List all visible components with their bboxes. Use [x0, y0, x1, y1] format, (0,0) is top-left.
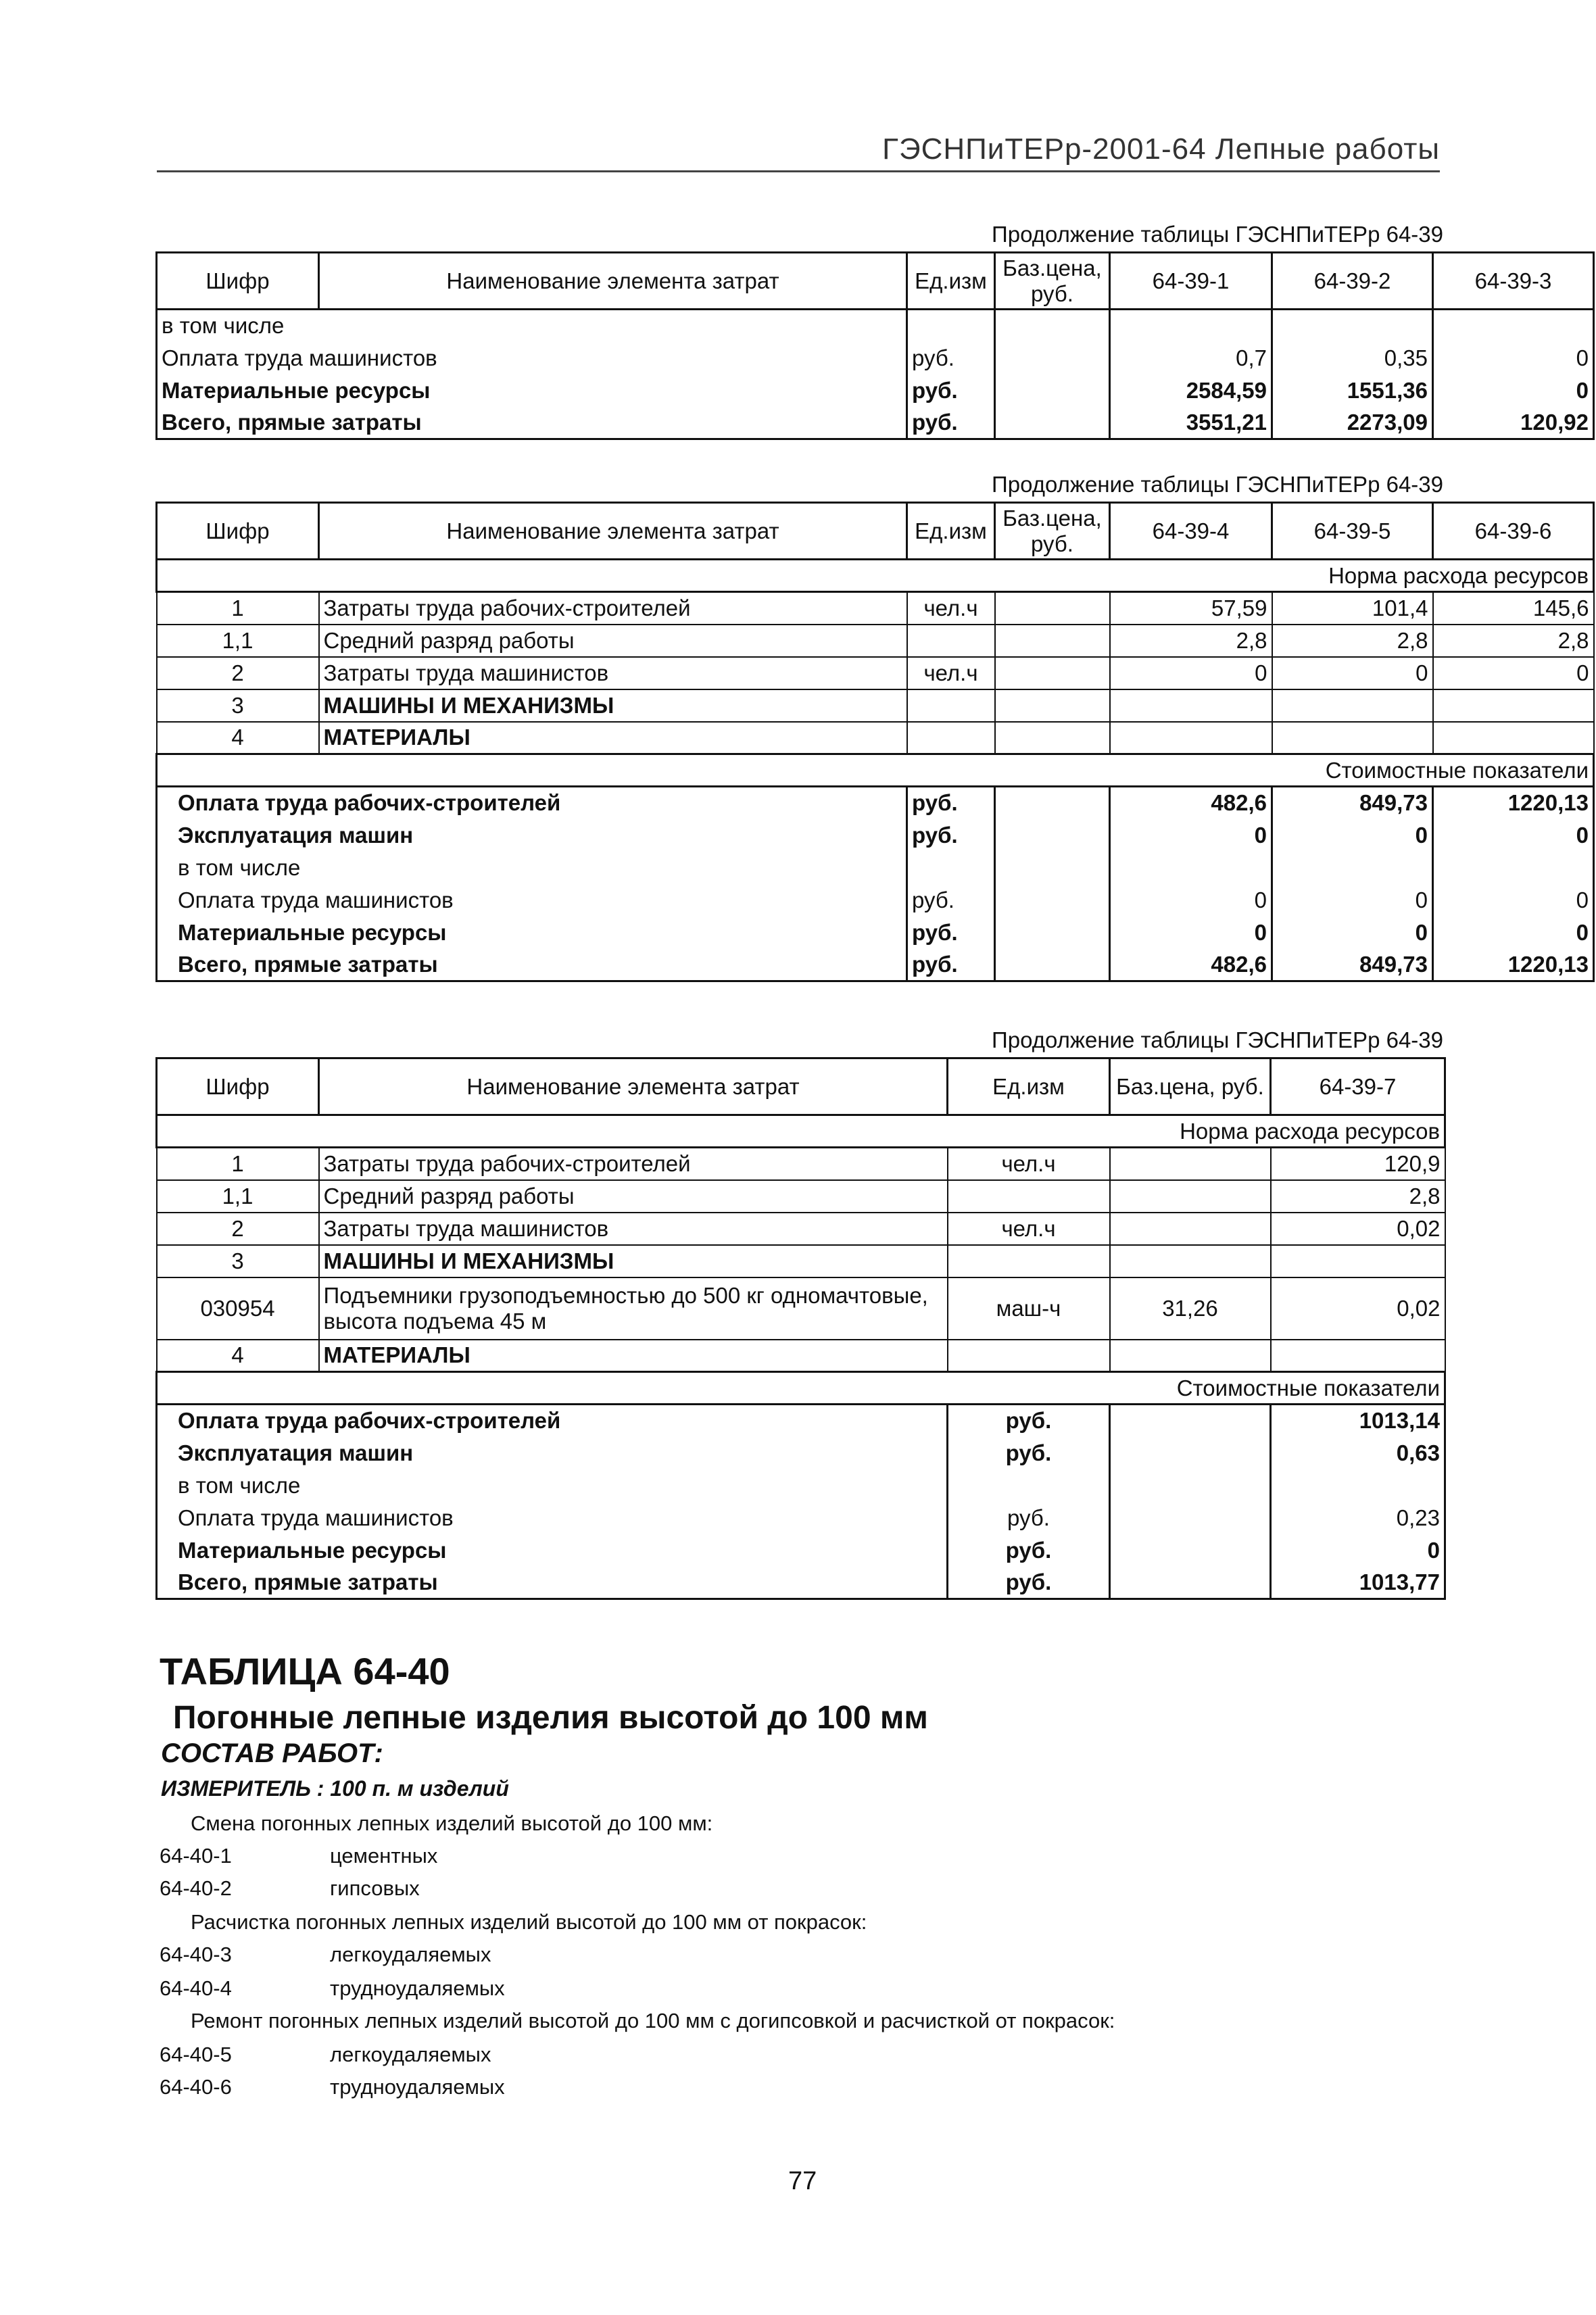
price-cell: [1110, 1213, 1271, 1245]
resource-code: 3: [157, 1245, 319, 1277]
value-cell: 0: [1272, 657, 1433, 689]
unit-cell: руб.: [948, 1405, 1110, 1437]
unit-cell: [948, 1180, 1110, 1213]
table-row: [157, 1180, 1445, 1213]
cost-name: Оплата труда рабочих-строителей: [157, 787, 907, 819]
unit-cell: [948, 1245, 1110, 1277]
work-item: цементных: [330, 1844, 438, 1868]
value-cell: [1433, 852, 1594, 884]
price-cell: [995, 407, 1110, 439]
norm-label: Норма расхода ресурсов: [157, 560, 1594, 592]
cost-table-2: [155, 502, 1595, 982]
cost-name: Эксплуатация машин: [157, 819, 907, 852]
cost-name: Оплата труда рабочих-строителей: [157, 1405, 948, 1437]
cost-name: Всего, прямые затраты: [157, 407, 907, 439]
work-code: 64-40-1: [160, 1844, 232, 1868]
table-row: [157, 949, 1594, 981]
unit-cell: маш-ч: [948, 1277, 1110, 1340]
header-shifr: Шифр: [157, 1058, 319, 1115]
col-header: 64-39-6: [1433, 503, 1594, 560]
value-cell: [1272, 852, 1433, 884]
table-row: [157, 1405, 1445, 1437]
table-row: [157, 1534, 1445, 1567]
resource-code: 4: [157, 1340, 319, 1372]
header-shifr: Шифр: [157, 503, 319, 560]
unit-cell: [948, 1469, 1110, 1502]
resource-name: Средний разряд работы: [319, 1180, 948, 1213]
price-cell: 31,26: [1110, 1277, 1271, 1340]
value-cell: 0,35: [1272, 342, 1433, 374]
price-cell: [995, 342, 1110, 374]
table-row: [157, 722, 1594, 754]
cost-name: Оплата труда машинистов: [157, 342, 907, 374]
resource-name: МАТЕРИАЛЫ: [319, 1340, 948, 1372]
running-head: ГЭСНПиТЕРр-2001-64 Лепные работы: [882, 132, 1440, 166]
unit-cell: чел.ч: [907, 592, 995, 625]
work-item: трудноудаляемых: [330, 1976, 505, 2000]
unit-cell: руб.: [948, 1534, 1110, 1567]
section-row: [157, 1115, 1445, 1148]
value-cell: [1272, 722, 1433, 754]
value-cell: 2,8: [1271, 1180, 1445, 1213]
table-row: [157, 1469, 1445, 1502]
value-cell: 1220,13: [1433, 787, 1594, 819]
resource-code: 3: [157, 689, 319, 722]
value-cell: 2,8: [1110, 625, 1272, 657]
unit-cell: руб.: [907, 407, 995, 439]
cost-name: в том числе: [157, 852, 907, 884]
col-header: 64-39-4: [1110, 503, 1272, 560]
value-cell: [1110, 310, 1272, 342]
value-cell: 482,6: [1110, 949, 1272, 981]
price-cell: [1110, 1340, 1271, 1372]
resource-code: 1,1: [157, 1180, 319, 1213]
table3-caption: Продолжение таблицы ГЭСНПиТЕРр 64-39: [992, 1027, 1443, 1052]
value-cell: 0: [1433, 819, 1594, 852]
header-unit: Ед.изм: [907, 503, 995, 560]
unit-cell: руб.: [948, 1437, 1110, 1469]
price-cell: [995, 310, 1110, 342]
table-row: [157, 1148, 1445, 1180]
value-cell: [1433, 722, 1594, 754]
value-cell: 0: [1433, 342, 1594, 374]
value-cell: 0: [1110, 884, 1272, 917]
unit-cell: [907, 852, 995, 884]
value-cell: 120,9: [1271, 1148, 1445, 1180]
value-cell: 0,02: [1271, 1277, 1445, 1340]
table-row: [157, 1277, 1445, 1340]
work-code: 64-40-6: [160, 2075, 232, 2099]
table-row: [157, 1502, 1445, 1534]
value-cell: 0,02: [1271, 1213, 1445, 1245]
value-cell: 482,6: [1110, 787, 1272, 819]
resource-code: 2: [157, 1213, 319, 1245]
value-cell: [1110, 722, 1272, 754]
cost-name: в том числе: [157, 1469, 948, 1502]
work-code: 64-40-3: [160, 1943, 232, 1966]
value-cell: 849,73: [1272, 949, 1433, 981]
value-cell: 0: [1272, 819, 1433, 852]
cost-label: Стоимостные показатели: [157, 1372, 1445, 1405]
header-unit: Ед.изм: [907, 253, 995, 310]
value-cell: [1272, 310, 1433, 342]
work-code: 64-40-5: [160, 2043, 232, 2066]
group-heading: Расчистка погонных лепных изделий высотой до 100 мм от покрасок:: [191, 1910, 867, 1934]
unit-cell: [907, 722, 995, 754]
section-row: [157, 754, 1594, 787]
unit-cell: руб.: [907, 374, 995, 407]
price-cell: [1110, 1405, 1271, 1437]
page-number: 77: [788, 2167, 817, 2195]
resource-code: 1: [157, 592, 319, 625]
norm-label: Норма расхода ресурсов: [157, 1115, 1445, 1148]
table-row: [157, 310, 1594, 342]
value-cell: [1271, 1245, 1445, 1277]
cost-name: Всего, прямые затраты: [157, 1567, 948, 1599]
unit-cell: чел.ч: [948, 1148, 1110, 1180]
table1-caption: Продолжение таблицы ГЭСНПиТЕРр 64-39: [992, 222, 1443, 247]
header-rule: [157, 170, 1440, 172]
group-heading: Смена погонных лепных изделий высотой до 100 мм:: [191, 1811, 713, 1835]
value-cell: 145,6: [1433, 592, 1594, 625]
value-cell: [1272, 689, 1433, 722]
table-row: [157, 657, 1594, 689]
header-price: Баз.цена, руб.: [995, 503, 1110, 560]
cost-name: Эксплуатация машин: [157, 1437, 948, 1469]
price-cell: [995, 787, 1110, 819]
price-cell: [1110, 1469, 1271, 1502]
unit-cell: руб.: [907, 787, 995, 819]
unit-cell: [907, 689, 995, 722]
price-cell: [995, 592, 1110, 625]
value-cell: 120,92: [1433, 407, 1594, 439]
cost-name: Материальные ресурсы: [157, 917, 907, 949]
resource-name: МАШИНЫ И МЕХАНИЗМЫ: [319, 689, 907, 722]
resource-name: МАТЕРИАЛЫ: [319, 722, 907, 754]
header-unit: Ед.изм: [948, 1058, 1110, 1115]
price-cell: [1110, 1245, 1271, 1277]
resource-name: Затраты труда машинистов: [319, 1213, 948, 1245]
value-cell: [1110, 689, 1272, 722]
value-cell: 849,73: [1272, 787, 1433, 819]
table-row: [157, 852, 1594, 884]
value-cell: 0,7: [1110, 342, 1272, 374]
value-cell: 2,8: [1433, 625, 1594, 657]
header-shifr: Шифр: [157, 253, 319, 310]
value-cell: 0: [1433, 374, 1594, 407]
resource-code: 1,1: [157, 625, 319, 657]
value-cell: [1433, 689, 1594, 722]
resource-code: 4: [157, 722, 319, 754]
value-cell: [1433, 310, 1594, 342]
table-row: [157, 787, 1594, 819]
cost-name: Оплата труда машинистов: [157, 1502, 948, 1534]
price-cell: [1110, 1534, 1271, 1567]
unit-cell: руб.: [907, 949, 995, 981]
unit-cell: чел.ч: [907, 657, 995, 689]
value-cell: 0: [1272, 917, 1433, 949]
price-cell: [995, 819, 1110, 852]
work-item: гипсовых: [330, 1876, 420, 1900]
value-cell: 0,23: [1271, 1502, 1445, 1534]
cost-name: Материальные ресурсы: [157, 1534, 948, 1567]
resource-code: 1: [157, 1148, 319, 1180]
value-cell: 1220,13: [1433, 949, 1594, 981]
table2-caption: Продолжение таблицы ГЭСНПиТЕРр 64-39: [992, 472, 1443, 497]
price-cell: [1110, 1567, 1271, 1599]
table-row: [157, 1340, 1445, 1372]
unit-cell: руб.: [948, 1502, 1110, 1534]
resource-code: 2: [157, 657, 319, 689]
price-cell: [1110, 1502, 1271, 1534]
work-code: 64-40-4: [160, 1976, 232, 2000]
resource-code: 030954: [157, 1277, 319, 1340]
col-header: 64-39-2: [1272, 253, 1433, 310]
cost-name: в том числе: [157, 310, 907, 342]
cost-name: Всего, прямые затраты: [157, 949, 907, 981]
header-price: Баз.цена, руб.: [1110, 1058, 1271, 1115]
unit-cell: [907, 625, 995, 657]
table-subtitle: Погонные лепные изделия высотой до 100 мм: [173, 1700, 928, 1736]
value-cell: 1013,77: [1271, 1567, 1445, 1599]
table-row: [157, 1437, 1445, 1469]
resource-name: Затраты труда рабочих-строителей: [319, 1148, 948, 1180]
table-row: [157, 819, 1594, 852]
table-row: [157, 917, 1594, 949]
unit-cell: чел.ч: [948, 1213, 1110, 1245]
header-price: Баз.цена, руб.: [995, 253, 1110, 310]
unit-cell: [907, 310, 995, 342]
value-cell: 0: [1110, 819, 1272, 852]
cost-table-1: [155, 251, 1595, 440]
work-item: легкоудаляемых: [330, 1943, 491, 1966]
group-heading: Ремонт погонных лепных изделий высотой до 100 мм с догипсовкой и расчисткой от покрасок:: [191, 2009, 1115, 2032]
resource-name: Затраты труда рабочих-строителей: [319, 592, 907, 625]
section-row: [157, 1372, 1445, 1405]
header-name: Наименование элемента затрат: [319, 503, 907, 560]
table-row: [157, 1567, 1445, 1599]
price-cell: [995, 657, 1110, 689]
cost-label: Стоимостные показатели: [157, 754, 1594, 787]
price-cell: [995, 917, 1110, 949]
header-name: Наименование элемента затрат: [319, 253, 907, 310]
measure-unit: ИЗМЕРИТЕЛЬ : 100 п. м изделий: [161, 1776, 509, 1801]
resource-name: Средний разряд работы: [319, 625, 907, 657]
col-header: 64-39-3: [1433, 253, 1594, 310]
price-cell: [995, 852, 1110, 884]
table-row: [157, 1213, 1445, 1245]
price-cell: [1110, 1148, 1271, 1180]
table-title: ТАБЛИЦА 64-40: [160, 1650, 450, 1692]
table-row: [157, 1245, 1445, 1277]
cost-name: Оплата труда машинистов: [157, 884, 907, 917]
section-row: [157, 560, 1594, 592]
table-row: [157, 342, 1594, 374]
value-cell: 0: [1272, 884, 1433, 917]
unit-cell: руб.: [907, 342, 995, 374]
works-label: СОСТАВ РАБОТ:: [161, 1738, 383, 1768]
value-cell: [1110, 852, 1272, 884]
resource-name: Затраты труда машинистов: [319, 657, 907, 689]
value-cell: 0: [1433, 917, 1594, 949]
value-cell: 57,59: [1110, 592, 1272, 625]
resource-name: МАШИНЫ И МЕХАНИЗМЫ: [319, 1245, 948, 1277]
value-cell: 0: [1110, 657, 1272, 689]
work-code: 64-40-2: [160, 1876, 232, 1900]
price-cell: [995, 374, 1110, 407]
work-item: трудноудаляемых: [330, 2075, 505, 2099]
table-row: [157, 592, 1594, 625]
table-row: [157, 374, 1594, 407]
col-header: 64-39-5: [1272, 503, 1433, 560]
value-cell: 0: [1433, 884, 1594, 917]
table-row: [157, 689, 1594, 722]
work-item: легкоудаляемых: [330, 2043, 491, 2066]
value-cell: 2584,59: [1110, 374, 1272, 407]
price-cell: [1110, 1180, 1271, 1213]
value-cell: 101,4: [1272, 592, 1433, 625]
value-cell: 0: [1271, 1534, 1445, 1567]
price-cell: [995, 689, 1110, 722]
col-header: 64-39-1: [1110, 253, 1272, 310]
value-cell: 1013,14: [1271, 1405, 1445, 1437]
price-cell: [1110, 1437, 1271, 1469]
resource-name: Подъемники грузоподъемностью до 500 кг одномачтовые, высота подъема 45 м: [319, 1277, 948, 1340]
value-cell: 0,63: [1271, 1437, 1445, 1469]
price-cell: [995, 625, 1110, 657]
unit-cell: руб.: [907, 884, 995, 917]
unit-cell: руб.: [907, 819, 995, 852]
col-header: 64-39-7: [1271, 1058, 1445, 1115]
cost-table-3: [155, 1057, 1446, 1600]
value-cell: 1551,36: [1272, 374, 1433, 407]
unit-cell: руб.: [907, 917, 995, 949]
price-cell: [995, 722, 1110, 754]
cost-name: Материальные ресурсы: [157, 374, 907, 407]
value-cell: 0: [1110, 917, 1272, 949]
header-name: Наименование элемента затрат: [319, 1058, 948, 1115]
unit-cell: руб.: [948, 1567, 1110, 1599]
value-cell: 2273,09: [1272, 407, 1433, 439]
value-cell: [1271, 1340, 1445, 1372]
value-cell: [1271, 1469, 1445, 1502]
unit-cell: [948, 1340, 1110, 1372]
table-row: [157, 625, 1594, 657]
table-row: [157, 407, 1594, 439]
price-cell: [995, 949, 1110, 981]
value-cell: 2,8: [1272, 625, 1433, 657]
price-cell: [995, 884, 1110, 917]
value-cell: 3551,21: [1110, 407, 1272, 439]
value-cell: 0: [1433, 657, 1594, 689]
table-row: [157, 884, 1594, 917]
